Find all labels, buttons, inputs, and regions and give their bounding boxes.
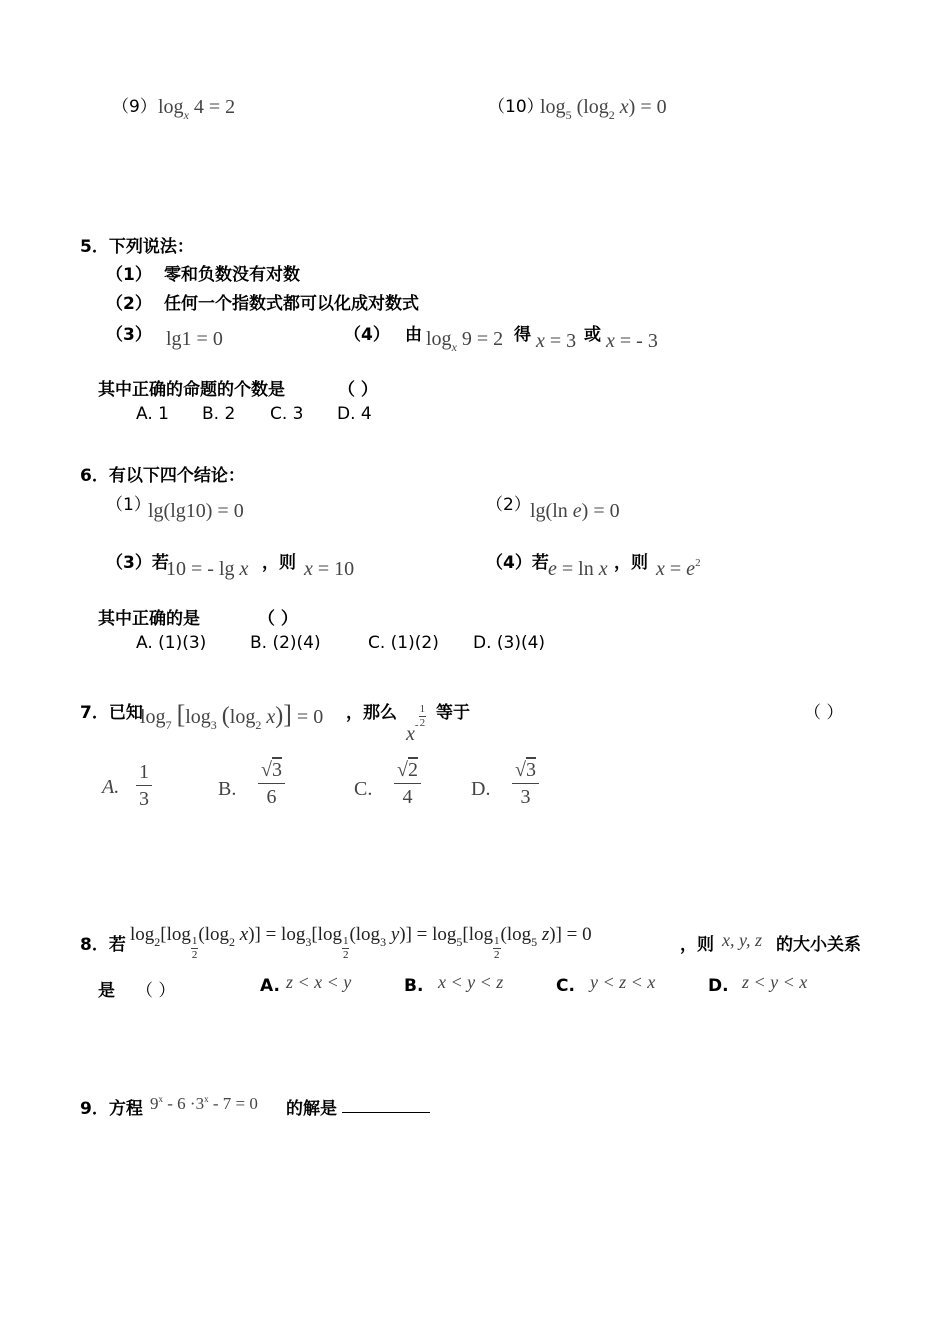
- q5-item3-number: （3）: [106, 325, 152, 345]
- q6-answer-paren: （ ）: [258, 609, 298, 629]
- q7-power: x- $\frac{1}{2}$: [406, 703, 426, 745]
- q7-option-a-value: $\frac{1}{3}$: [136, 762, 152, 809]
- q6-item3-result: x = 10: [304, 558, 355, 580]
- q8-prefix: 8．若: [80, 935, 126, 955]
- q7-option-d-label: D.: [471, 778, 491, 800]
- q6-option-a: A. (1)(3): [136, 633, 207, 653]
- q5-item4-text-a: 由: [405, 325, 422, 345]
- q6-item4-number: （4）若: [486, 553, 549, 573]
- q7-option-c-value: $\frac{√2}{4}$: [394, 760, 421, 807]
- q5-option-b: B. 2: [202, 404, 236, 424]
- q7-suffix: 等于: [436, 703, 470, 723]
- q6-item3-then: ，则: [262, 553, 296, 573]
- q6-item2-formula: lg(ln e) = 0: [530, 500, 620, 522]
- q8-option-c-label: C.: [556, 976, 575, 996]
- q7-prefix: 7．已知: [80, 703, 143, 723]
- q5-item3-formula: lg1 = 0: [166, 328, 223, 350]
- q8-variables: x, y, z: [722, 930, 762, 950]
- q6-item1-number: （1）: [106, 495, 151, 515]
- q5-item4-text-c: 或: [584, 325, 601, 345]
- q5-title: 5．下列说法：: [80, 237, 194, 257]
- q6-item4-result: $x = e^2$: [656, 557, 701, 580]
- q6-option-d: D. (3)(4): [473, 633, 546, 653]
- q7-option-a-label: A.: [102, 776, 120, 798]
- q5-item4-formula-xneg3: x = - 3: [606, 330, 658, 352]
- q8-formula: $\log_2[\log$ $\frac{1}{2}$ ($\log_2$ $x)] = \log_3[\log$ $\frac{1}{2}$ ($\log_3$ $y)] = \log_5[\log$ $\frac{1}{2}$ ($\log_5$ z)] = 0: [130, 924, 592, 961]
- q8-option-a-value: z < x < y: [286, 972, 352, 992]
- q8-suffix: 的大小关系: [776, 935, 861, 955]
- q5-item4-text-b: 得: [514, 325, 531, 345]
- q6-item4-then: ，则: [614, 553, 648, 573]
- q5-option-c: C. 3: [270, 404, 304, 424]
- q5-item1-number: （1）: [106, 265, 152, 285]
- q8-answer-paren: （ ）: [136, 981, 176, 1001]
- q8-option-d-label: D.: [708, 976, 729, 996]
- q6-item3-number: （3）若: [106, 553, 169, 573]
- q8-option-d-value: z < y < x: [742, 972, 808, 992]
- q6-option-b: B. (2)(4): [250, 633, 321, 653]
- q6-title: 6．有以下四个结论：: [80, 466, 245, 486]
- q7-option-b-value: $\frac{√3}{6}$: [258, 760, 285, 807]
- q5-option-d: D. 4: [337, 404, 372, 424]
- q5-answer-paren: （ ）: [338, 380, 378, 400]
- q7-mid: ，那么: [346, 703, 397, 723]
- q8-option-a-label: A.: [260, 976, 280, 996]
- q5-option-a: A. 1: [136, 404, 169, 424]
- q4-item9-formula: $\log_x 4 = 2$: [158, 96, 236, 122]
- q9-answer-blank[interactable]: [342, 1094, 430, 1114]
- q9-formula: $9^x - 6 \cdot 3^x - 7 = 0$: [150, 1094, 258, 1113]
- q5-item2-text: 任何一个指数式都可以化成对数式: [164, 294, 419, 314]
- q9-suffix: 的解是: [286, 1099, 337, 1119]
- q8-option-c-value: y < z < x: [590, 972, 656, 992]
- q6-item3-formula: 10 = - lg x: [166, 558, 249, 580]
- q5-item1-text: 零和负数没有对数: [164, 265, 300, 285]
- q8-option-b-label: B.: [404, 976, 424, 996]
- q7-answer-paren: （ ）: [804, 703, 844, 723]
- q7-formula: $\log_7 [\log_3$ ($\log_2$ x)] = 0: [140, 700, 324, 732]
- q6-item4-formula: e = ln x: [548, 558, 608, 580]
- q5-item4-formula-x3: x = 3: [536, 330, 577, 352]
- q5-item2-number: （2）: [106, 294, 152, 314]
- q5-item4-formula-log: $\log_x 9 = 2$: [426, 328, 504, 354]
- q4-item10-number: （10）: [488, 97, 544, 117]
- q9-prefix: 9．方程: [80, 1099, 143, 1119]
- q6-stem: 其中正确的是: [98, 609, 200, 629]
- q6-item1-formula: lg(lg10) = 0: [148, 500, 244, 522]
- q7-option-b-label: B.: [218, 778, 237, 800]
- q8-mid: ，则: [680, 935, 714, 955]
- q7-option-d-value: $\frac{√3}{3}$: [512, 760, 539, 807]
- q5-stem: 其中正确的命题的个数是: [98, 380, 285, 400]
- q8-line2: 是: [98, 981, 115, 1001]
- q4-item9-number: （9）: [112, 97, 157, 117]
- q6-item2-number: （2）: [486, 495, 531, 515]
- q7-option-c-label: C.: [354, 778, 373, 800]
- q4-item10-formula: $\log_5 (\log_2$ x) = 0: [540, 96, 667, 122]
- q8-option-b-value: x < y < z: [438, 972, 504, 992]
- q5-item4-number: （4）: [344, 325, 390, 345]
- q6-option-c: C. (1)(2): [368, 633, 439, 653]
